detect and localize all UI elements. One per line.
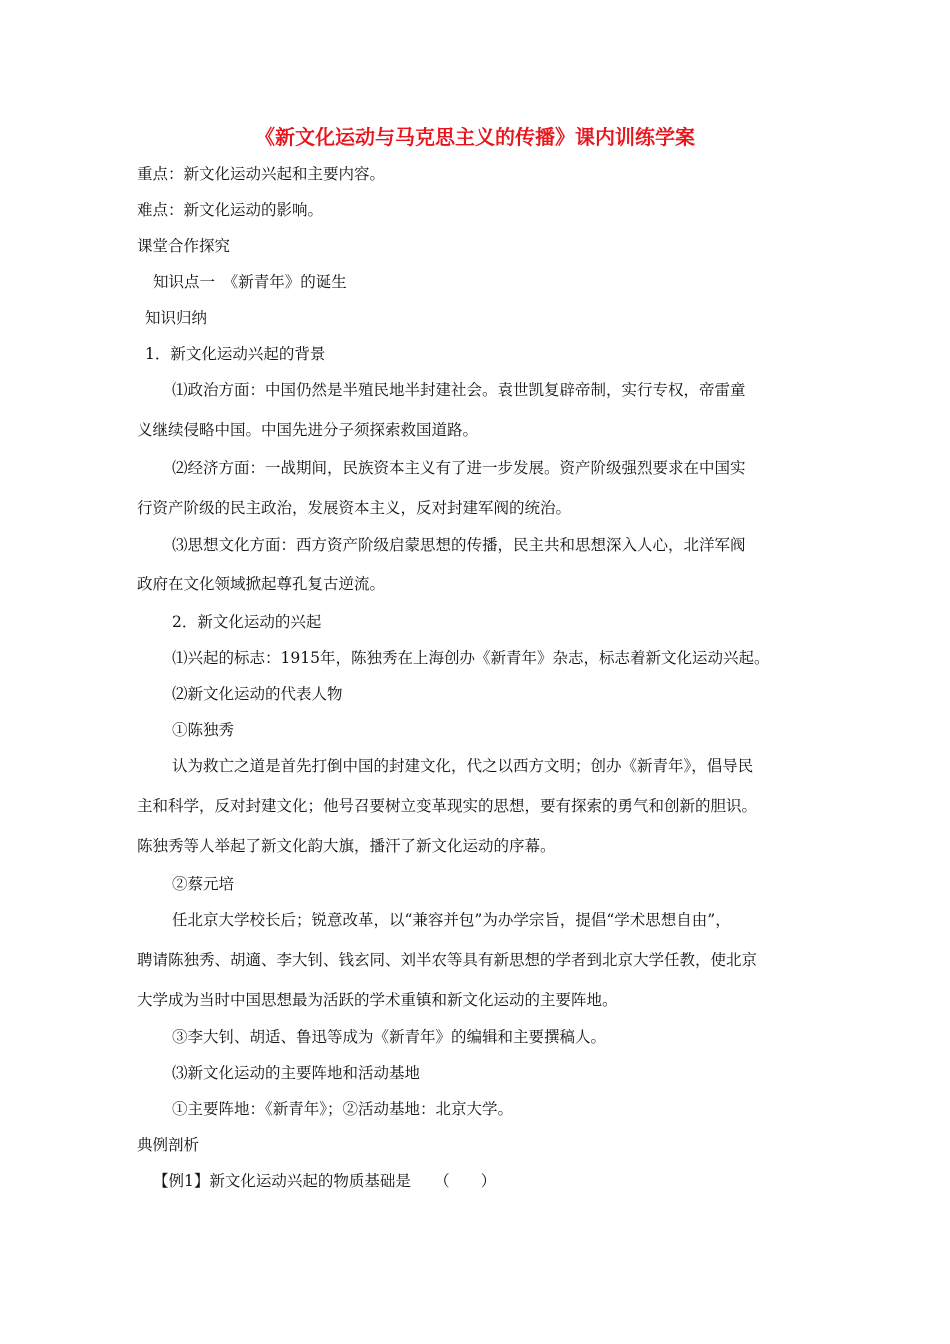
paragraph-line: 行资产阶级的民主政治，发展资本主义，反对封建军阀的统治。 <box>137 499 572 517</box>
paragraph-line: 陈独秀等人举起了新文化韵大旗，播汗了新文化运动的序幕。 <box>137 837 556 855</box>
paragraph-line: ⑴兴起的标志：1915年，陈独秀在上海创办《新青年》杂志，标志着新文化运动兴起。 <box>172 649 770 667</box>
paragraph-line: 义继续侵略中国。中国先进分子须探索救国道路。 <box>137 421 479 439</box>
paragraph-line: 任北京大学校长后；锐意改革，以“兼容并包”为办学宗旨，提倡“学术思想自由”， <box>172 911 731 929</box>
paragraph-line: 认为救亡之道是首先打倒中国的封建文化，代之以西方文明；创办《新青年》，倡导民 <box>172 757 754 775</box>
sub-heading: ⑶新文化运动的主要阵地和活动基地 <box>172 1064 421 1082</box>
difficulty-line: 难点：新文化运动的影响。 <box>137 201 324 219</box>
knowledge-point-heading: 知识点一 《新青年》的诞生 <box>153 273 347 291</box>
paragraph-line: 政府在文化领域掀起尊孔复古逆流。 <box>137 575 386 593</box>
section-heading: 典例剖析 <box>137 1136 200 1154</box>
paragraph-line: ③李大钊、胡适、鲁迅等成为《新青年》的编辑和主要撰稿人。 <box>172 1028 607 1046</box>
document-title: 《新文化运动与马克思主义的传播》课内训练学案 <box>255 125 695 149</box>
paragraph-line: ①主要阵地：《新青年》；②活动基地：北京大学。 <box>172 1100 514 1118</box>
paragraph-line: ⑶思想文化方面：西方资产阶级启蒙思想的传播，民主共和思想深入人心，北洋军阀 <box>172 536 746 554</box>
example-question: 【例1】新文化运动兴起的物质基础是 （ ） <box>153 1172 497 1190</box>
key-point-line: 重点：新文化运动兴起和主要内容。 <box>137 165 386 183</box>
person-heading: ①陈独秀 <box>172 721 235 739</box>
paragraph-line: ⑴政治方面：中国仍然是半殖民地半封建社会。袁世凯复辟帝制，实行专权，帝雷童 <box>172 381 746 399</box>
paragraph-line: 主和科学，反对封建文化；他号召要树立变革现实的思想，要有探索的勇气和创新的胆识。 <box>137 797 758 815</box>
section-heading: 课堂合作探究 <box>137 237 231 255</box>
numbered-heading: 1．新文化运动兴起的背景 <box>145 345 326 363</box>
sub-heading: ⑵新文化运动的代表人物 <box>172 685 343 703</box>
knowledge-summary-heading: 知识归纳 <box>145 309 208 327</box>
paragraph-line: ⑵经济方面：一战期间，民族资本主义有了进一步发展。资产阶级强烈要求在中国实 <box>172 459 746 477</box>
paragraph-line: 聘请陈独秀、胡適、李大钊、钱玄同、刘半农等具有新思想的学者到北京大学任教，使北京 <box>137 951 758 969</box>
paragraph-line: 大学成为当时中国思想最为活跃的学术重镇和新文化运动的主要阵地。 <box>137 991 618 1009</box>
person-heading: ②蔡元培 <box>172 875 235 893</box>
numbered-heading: 2．新文化运动的兴起 <box>172 613 322 631</box>
